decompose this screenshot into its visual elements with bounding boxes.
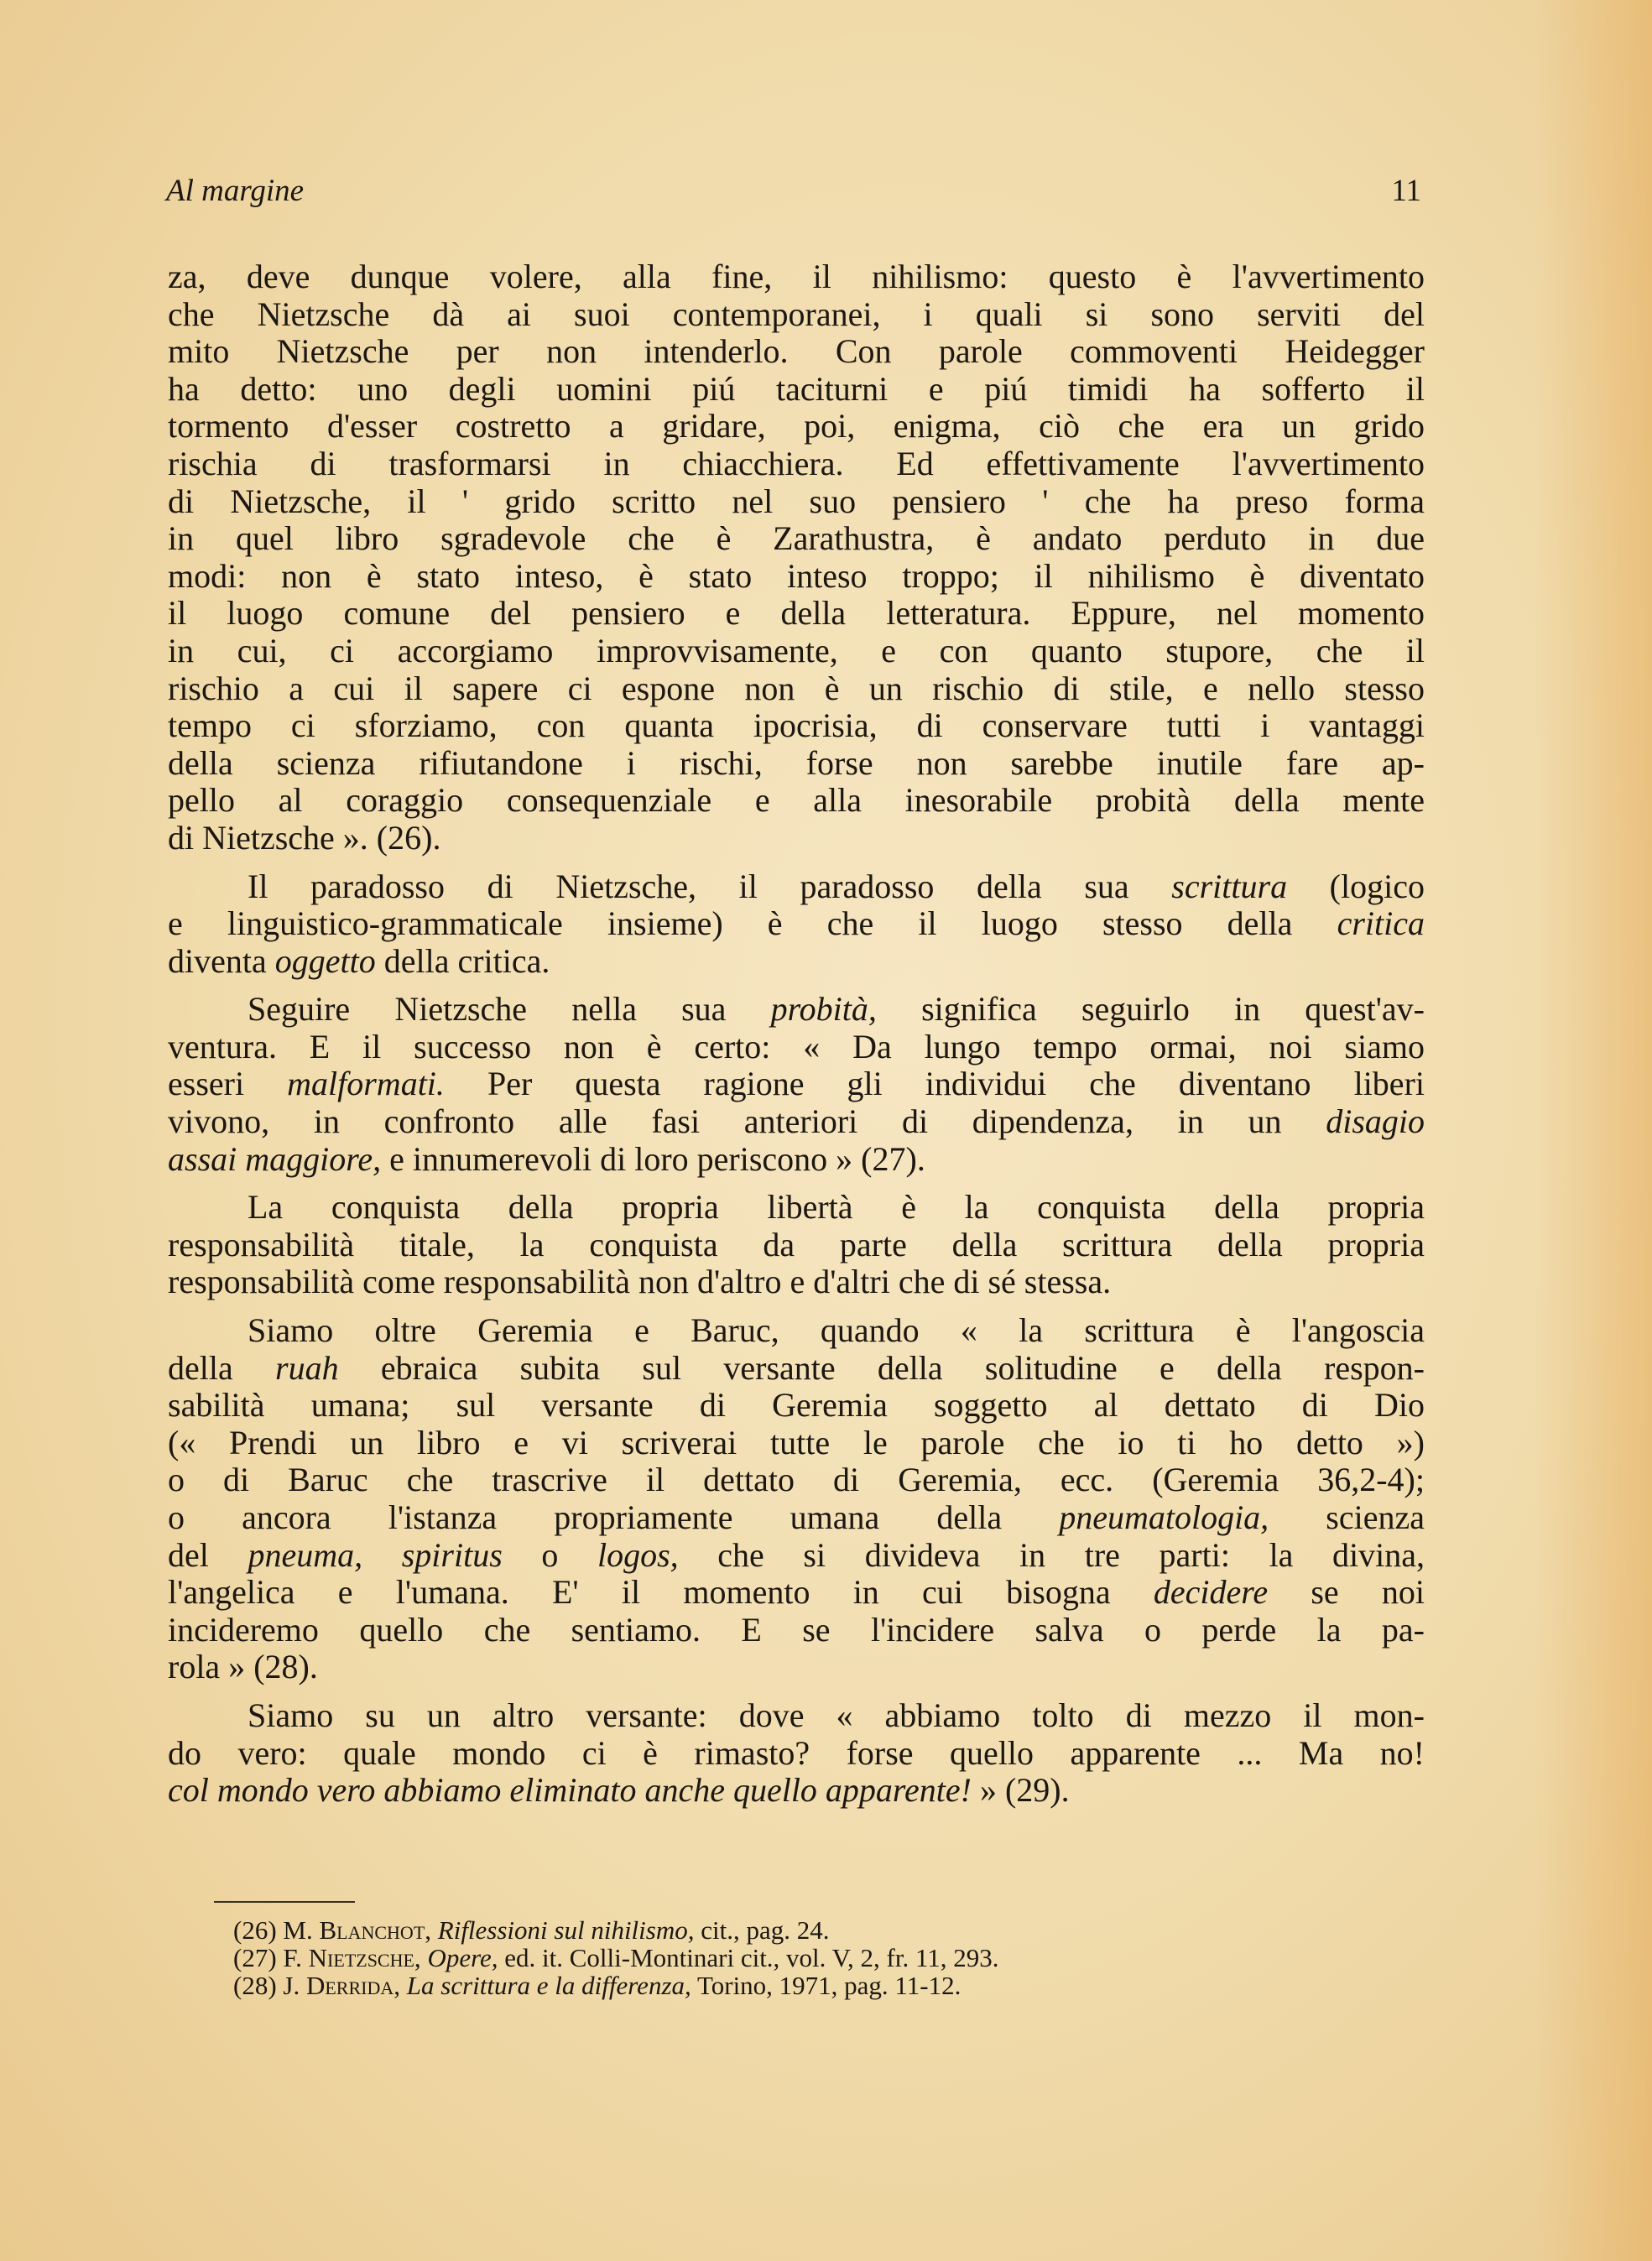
text-line: in cui, ci accorgiamo improvvisamente, e con quanto stupore, che il [168,631,1425,669]
text-line: La conquista della propria libertà è la conquista della propria [248,1188,1425,1227]
page-header [166,164,1421,215]
text-line: responsabilità come responsabilità non d'altro e d'altri che di sé stessa. [168,1263,1112,1301]
text-line: tormento d'esser costretto a gridare, poi, enigma, ciò che era un grido [168,407,1425,445]
text-line: rischio a cui il sapere ci espone non è un rischio di stile, e nello stesso [168,669,1425,707]
footnote-28: (28) J. Derrida, La scrittura e la differenza, Torino, 1971, pag. 11-12. [233,1971,961,2000]
text-line: o ancora l'istanza propriamente umana della pneumatologia, scienza [168,1498,1425,1536]
text-line: za, deve dunque volere, alla fine, il nihilismo: questo è l'avvertimento [168,258,1425,295]
text-line: pello al coraggio consequenziale e alla inesorabile probità della mente [168,781,1425,820]
text-line: del pneuma, spiritus o logos, che si divideva in tre parti: la divina, [168,1535,1425,1574]
text-line: della ruah ebraica subita sul versante della solitudine e della respon- [168,1348,1425,1387]
text-line: della scienza rifiutandone i rischi, forse non sarebbe inutile fare ap- [168,743,1425,782]
text-line: modi: non è stato inteso, è stato inteso troppo; il nihilismo è diventato [168,556,1425,595]
text-line: che Nietzsche dà ai suoi contemporanei, i quali si sono serviti del [168,294,1425,333]
text-line: rischia di trasformarsi in chiacchiera. Ed effettivamente l'avvertimento [168,444,1425,482]
text-line: incideremo quello che sentiamo. E se l'incidere salva o perde la pa- [168,1610,1425,1649]
paragraph-5 [168,1312,1425,1686]
text-line: col mondo vero abbiamo eliminato anche quello apparente! » (29). [168,1771,1070,1810]
text-line: responsabilità titale, la conquista da parte della scrittura della propria [168,1225,1425,1263]
paragraph-6 [168,1697,1425,1810]
text-line: tempo ci sforziamo, con quanta ipocrisia, di conservare tutti i vantaggi [168,706,1425,745]
text-line: Siamo oltre Geremia e Baruc, quando « la scrittura è l'angoscia [248,1311,1425,1350]
footnote-separator [214,1901,355,1903]
text-line: sabilità umana; sul versante di Geremia soggetto al dettato di Dio [168,1386,1425,1425]
paragraph-3 [168,991,1425,1178]
text-line: vivono, in confronto alle fasi anteriori di dipendenza, in un disagio [168,1102,1425,1141]
text-line: ventura. E il successo non è certo: « Da lungo tempo ormai, noi siamo [168,1027,1425,1065]
text-line: ha detto: uno degli uomini piú taciturni e piú timidi ha sofferto il [168,369,1425,408]
page-number: 11 [1391,174,1421,208]
text-line: Il paradosso di Nietzsche, il paradosso della sua scrittura (logico [248,867,1425,905]
text-line: mito Nietzsche per non intenderlo. Con parole commoventi Heidegger [168,332,1425,371]
text-line: diventa oggetto della critica. [168,941,550,980]
text-line: do vero: quale mondo ci è rimasto? forse quello apparente ... Ma no! [168,1733,1425,1772]
text-line: in quel libro sgradevole che è Zarathustra, è andato perduto in due [168,519,1425,558]
text-line: Seguire Nietzsche nella sua probità, significa seguirlo in quest'av- [248,990,1425,1029]
text-line: esseri malformati. Per questa ragione gli individui che diventano liberi [168,1065,1425,1103]
paragraph-1 [168,258,1425,857]
paragraph-2 [168,868,1425,981]
text-line: di Nietzsche ». (26). [168,818,441,857]
text-line: l'angelica e l'umana. E' il momento in cui bisogna decidere se noi [168,1573,1425,1612]
body-text [168,258,1425,1810]
running-head: Al margine [166,174,305,208]
text-line: o di Baruc che trascrive il dettato di Geremia, ecc. (Geremia 36,2-4); [168,1461,1425,1499]
footnotes [233,1916,1425,1999]
footnote-26: (26) M. Blanchot, Riflessioni sul nihilismo, cit., pag. 24. [233,1915,830,1945]
text-line: rola » (28). [168,1648,318,1686]
text-line: (« Prendi un libro e vi scriverai tutte le parole che io ti ho detto ») [168,1423,1425,1461]
page-edge-shading [1535,0,1652,2261]
footnote-27: (27) F. Nietzsche, Opere, ed. it. Colli-Montinari cit., vol. V, 2, fr. 11, 293. [233,1943,999,1972]
text-line: e linguistico-grammaticale insieme) è che il luogo stesso della critica [168,904,1425,943]
text-line: assai maggiore, e innumerevoli di loro periscono » (27). [168,1139,925,1178]
text-line: di Nietzsche, il ' grido scritto nel suo pensiero ' che ha preso forma [168,482,1425,520]
paragraph-4 [168,1189,1425,1301]
text-line: Siamo su un altro versante: dove « abbiamo tolto di mezzo il mon- [248,1696,1425,1734]
text-line: il luogo comune del pensiero e della letteratura. Eppure, nel momento [168,594,1425,633]
